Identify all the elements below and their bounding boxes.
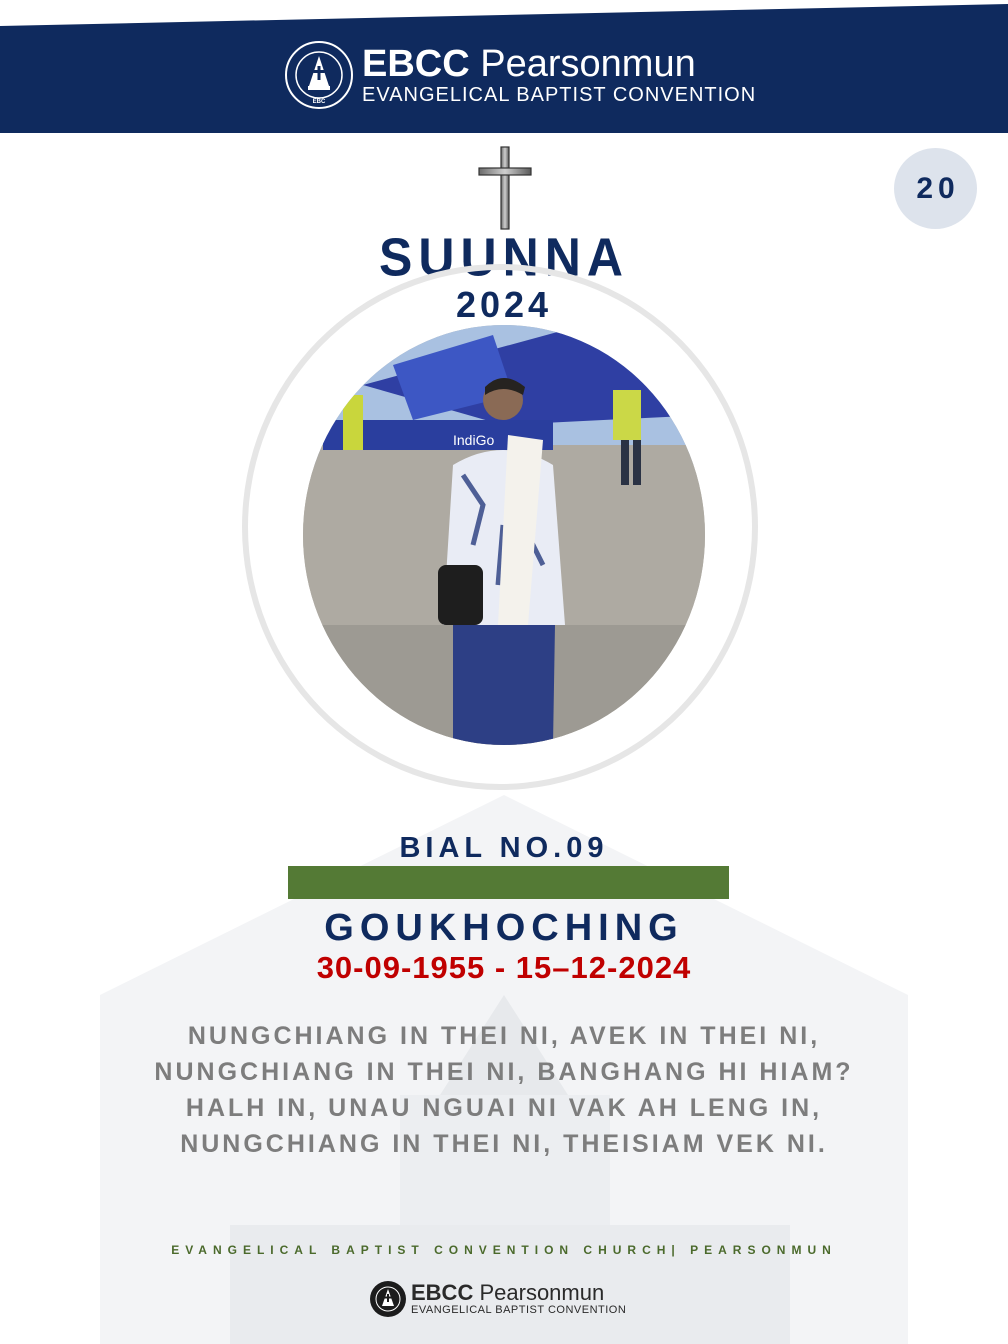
verse-line: NUNGCHIANG IN THEI NI, BANGHANG HI HIAM? [154, 1058, 854, 1086]
verse-line: NUNGCHIANG IN THEI NI, AVEK IN THEI NI, [187, 1022, 821, 1050]
page-number-badge: 20 [894, 148, 977, 229]
verse-line: HALH IN, UNAU NGUAI NI VAK AH LENG IN, [185, 1094, 823, 1122]
heading-title: SUUNNA [379, 226, 629, 288]
brand-subtitle: EVANGELICAL BAPTIST CONVENTION [362, 84, 757, 106]
header-logo [284, 40, 756, 110]
church-name-line: EVANGELICAL BAPTIST CONVENTION CHURCH| PEARSONMUN [171, 1243, 837, 1257]
verse-block [0, 1018, 1008, 1162]
aircraft-logo: IndiGo [453, 432, 495, 448]
portrait-photo [303, 325, 705, 745]
seal-initials: EBC [312, 99, 326, 105]
verse-line: NUNGCHIANG IN THEI NI, THEISIAM VEK NI. [180, 1130, 828, 1158]
footer-brand-subtitle: EVANGELICAL BAPTIST CONVENTION [411, 1303, 627, 1316]
life-dates: 30-09-1955 - 15–12-2024 [316, 950, 692, 985]
ebc-seal-icon [284, 40, 354, 110]
cross-icon [478, 146, 532, 230]
footer-brand-bold: EBCC [411, 1279, 474, 1305]
footer-logo [369, 1280, 626, 1318]
brand-light: Pearsonmun [480, 43, 696, 85]
ebc-seal-icon [369, 1280, 407, 1318]
deceased-name: GOUKHOCHING [324, 907, 684, 949]
brand-name [362, 44, 756, 84]
divider-bar [288, 866, 729, 899]
record-label: BIAL NO.09 [399, 832, 609, 864]
footer-brand-name [411, 1279, 626, 1305]
heading-year: 2024 [455, 284, 553, 325]
footer-brand-light: Pearsonmun [479, 1279, 605, 1305]
brand-bold: EBCC [362, 43, 470, 85]
